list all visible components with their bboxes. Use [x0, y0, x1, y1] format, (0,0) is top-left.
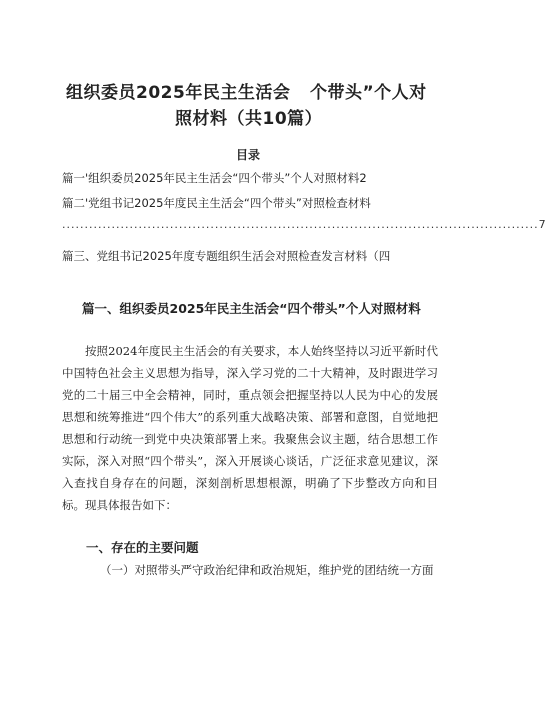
toc-item-1[interactable]: 篇一'组织委员2025年民主生活会“四个带头”个人对照材料2	[62, 171, 367, 185]
toc-item-2[interactable]: 篇二'党组书记2025年度民主生活会“四个带头”对照检查材料	[62, 196, 371, 210]
document-title-part2: 个带头”个人对	[310, 83, 427, 103]
toc-leader-dots: ..........................................................................................................7	[62, 218, 547, 231]
heading-problems: 一、存在的主要问题	[86, 540, 199, 555]
subheading-1: （一）对照带头严守政治纪律和政治规矩，维护党的团结统一方面	[100, 563, 434, 577]
document-title-part1: 组织委员2025年民主生活会	[66, 83, 291, 103]
toc-heading: 目录	[236, 148, 261, 162]
toc-item-3[interactable]: 篇三、党组书记2025年度专题组织生活会对照检查发言材料（四	[62, 249, 391, 263]
body-paragraph: 按照2024年度民主生活会的有关要求，本人始终坚持以习近平新时代中国特色社会主义思想为指导，深入学习党的二十大精神，及时跟进学习党的二十届三中全会精神，同时，重点领会把握坚持以人民为中心的发展思想和统筹推进“四个伟大”的系列重大战略决策、部署和意图，自觉地把思想和行动统一到党中央决策部署上来。我聚焦会议主题，结合思想工作实际，深入对照“四个带头”，深入开展谈心谈话，广泛征求意见建议，深入查找自身存在的问题，深刻剖析思想根源，明确了下步整改方向和目标。现具体报告如下：	[62, 344, 438, 512]
document-title-line2: 照材料（共10篇）	[175, 109, 323, 129]
section-title: 篇一、组织委员2025年民主生活会“四个带头”个人对照材料	[82, 301, 421, 316]
